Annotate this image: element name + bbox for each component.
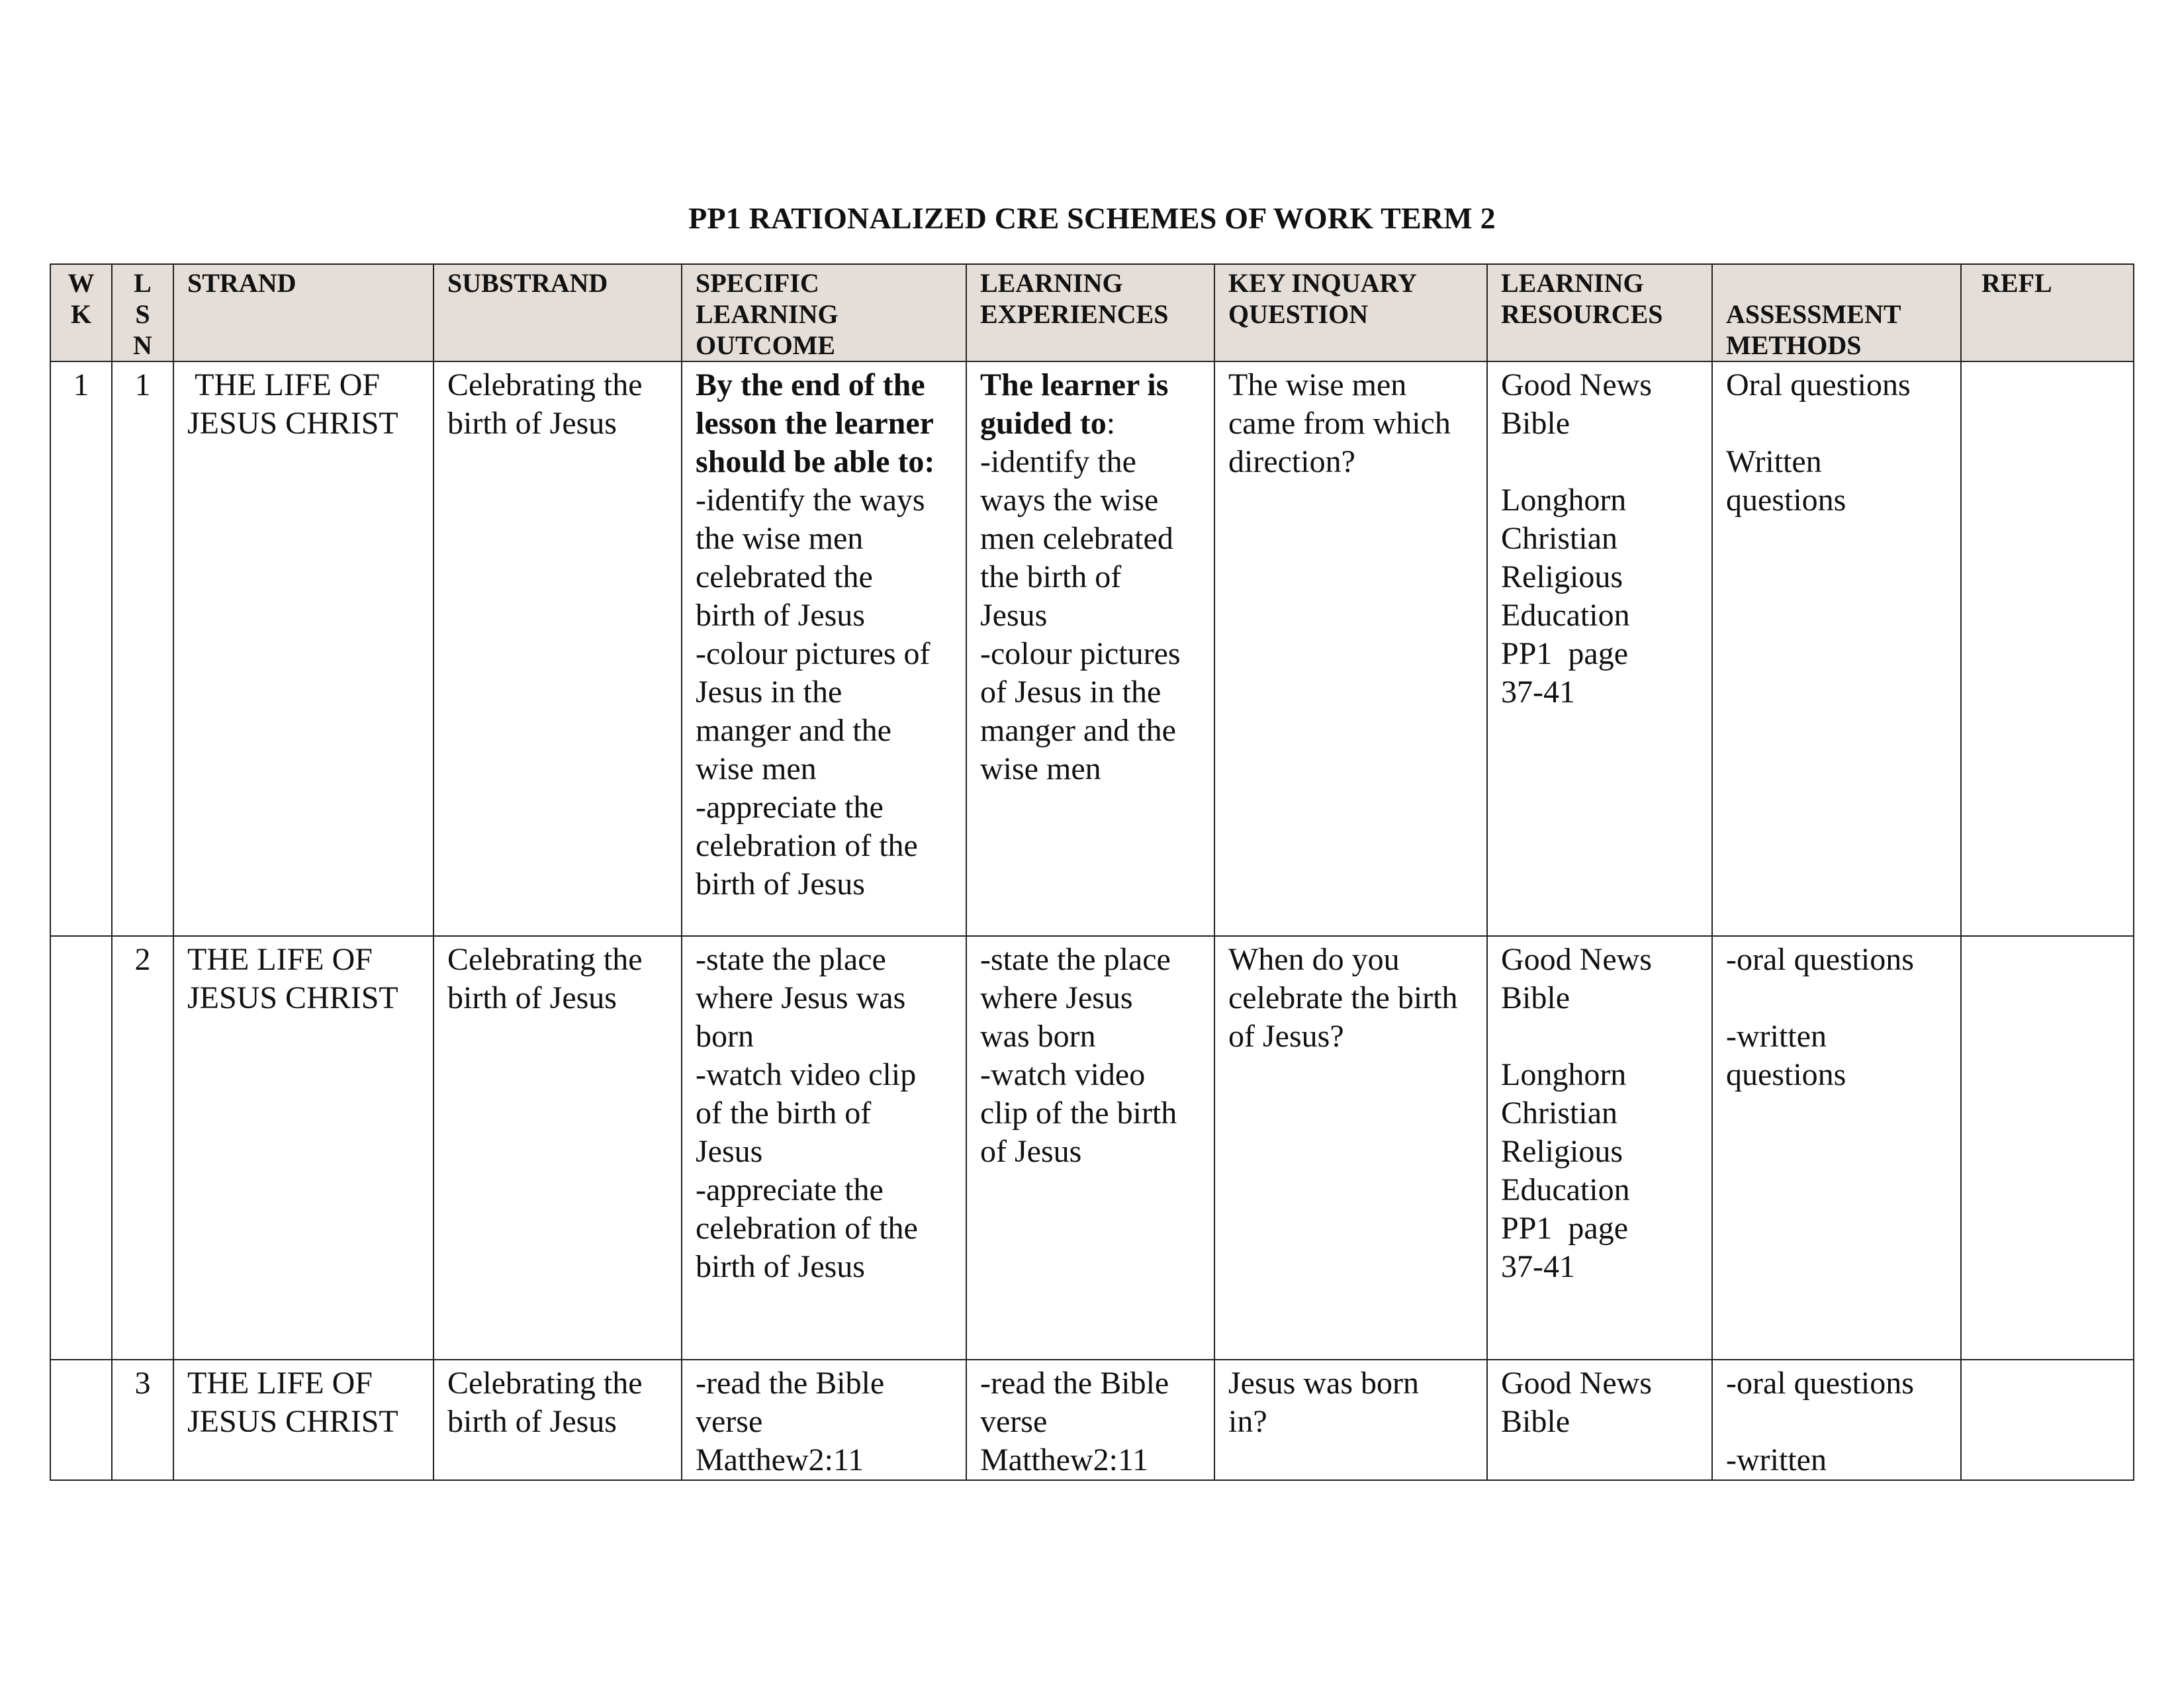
- header-week: W K: [50, 264, 112, 361]
- cell-week: 1: [50, 361, 112, 936]
- cell-learning-resources: Good News Bible: [1487, 1360, 1712, 1480]
- cell-substrand: Celebrating the birth of Jesus: [433, 936, 682, 1360]
- cell-learning-resources: Good News Bible Longhorn Christian Religious Education PP1 page 37-41: [1487, 361, 1712, 936]
- cell-specific-learning-outcome: By the end of the lesson the learner should be able to: -identify the ways the wise men celebrated the birth of Jesus -colour pictures of Jesus in the manger and the wise men -appreciate the celebration of the birth of Jesus: [682, 361, 966, 936]
- cell-assessment-methods: Oral questions Written questions: [1712, 361, 1961, 936]
- cell-reflection: [1961, 361, 2134, 936]
- cell-specific-learning-outcome: -state the place where Jesus was born -watch video clip of the birth of Jesus -appreciate the celebration of the birth of Jesus: [682, 936, 966, 1360]
- header-row: [50, 264, 2134, 361]
- document-title: PP1 RATIONALIZED CRE SCHEMES OF WORK TERM 2: [688, 201, 1496, 235]
- cell-strand: THE LIFE OF JESUS CHRIST: [173, 361, 433, 936]
- cell-learning-resources: Good News Bible Longhorn Christian Religious Education PP1 page 37-41: [1487, 936, 1712, 1360]
- cell-week: [50, 1360, 112, 1480]
- cell-assessment-methods: -oral questions -written: [1712, 1360, 1961, 1480]
- cell-lesson: 1: [112, 361, 173, 936]
- cell-learning-experiences: The learner is guided to: -identify the ways the wise men celebrated the birth of Jesus -colour pictures of Jesus in the manger and the wise men: [966, 361, 1214, 936]
- header-assessment-methods: ASSESSMENT METHODS: [1712, 264, 1961, 361]
- header-strand: STRAND: [173, 264, 433, 361]
- cell-reflection: [1961, 1360, 2134, 1480]
- header-learning-experiences: LEARNING EXPERIENCES: [966, 264, 1214, 361]
- cell-substrand: Celebrating the birth of Jesus: [433, 1360, 682, 1480]
- cell-specific-learning-outcome: -read the Bible verse Matthew2:11: [682, 1360, 966, 1480]
- table-row: [50, 361, 2134, 936]
- header-learning-resources: LEARNING RESOURCES: [1487, 264, 1712, 361]
- cell-strand: THE LIFE OF JESUS CHRIST: [173, 936, 433, 1360]
- scheme-of-work-table: [50, 263, 2134, 1481]
- cell-week: [50, 936, 112, 1360]
- cell-lesson: 3: [112, 1360, 173, 1480]
- header-specific-learning-outcome: SPECIFIC LEARNING OUTCOME: [682, 264, 966, 361]
- table-row: [50, 936, 2134, 1360]
- cell-reflection: [1961, 936, 2134, 1360]
- cell-assessment-methods: -oral questions -written questions: [1712, 936, 1961, 1360]
- header-reflection: REFL: [1961, 264, 2134, 361]
- table-row: [50, 1360, 2134, 1480]
- cell-strand: THE LIFE OF JESUS CHRIST: [173, 1360, 433, 1480]
- cell-learning-experiences: -read the Bible verse Matthew2:11: [966, 1360, 1214, 1480]
- cell-lesson: 2: [112, 936, 173, 1360]
- cell-key-inquiry-question: When do you celebrate the birth of Jesus?: [1214, 936, 1487, 1360]
- cell-key-inquiry-question: The wise men came from which direction?: [1214, 361, 1487, 936]
- header-substrand: SUBSTRAND: [433, 264, 682, 361]
- cell-learning-experiences: -state the place where Jesus was born -watch video clip of the birth of Jesus: [966, 936, 1214, 1360]
- header-key-inquiry-question: KEY INQUARY QUESTION: [1214, 264, 1487, 361]
- header-lesson: L S N: [112, 264, 173, 361]
- cell-key-inquiry-question: Jesus was born in?: [1214, 1360, 1487, 1480]
- cell-substrand: Celebrating the birth of Jesus: [433, 361, 682, 936]
